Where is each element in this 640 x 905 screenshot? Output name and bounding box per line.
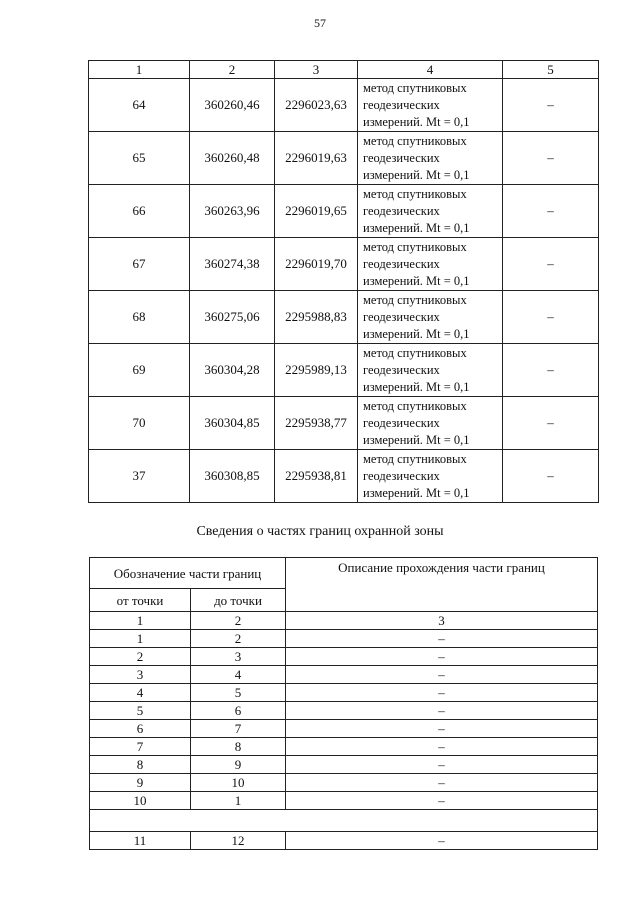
- from-point-cell: 7: [90, 738, 191, 756]
- description-cell: –: [286, 720, 598, 738]
- description-cell: –: [286, 792, 598, 810]
- method-line: метод спутниковых: [363, 133, 467, 148]
- method-line: метод спутниковых: [363, 345, 467, 360]
- column-header-2: 2: [190, 61, 275, 79]
- to-point-cell: 2: [191, 630, 286, 648]
- x-coordinate-cell: 360260,48: [190, 132, 275, 185]
- table-row: [90, 702, 598, 720]
- x-coordinate-cell: 360263,96: [190, 185, 275, 238]
- method-line: измерений. Mt = 0,1: [363, 379, 470, 394]
- empty-cell: [90, 810, 598, 832]
- to-point-cell: 6: [191, 702, 286, 720]
- to-point-cell: 4: [191, 666, 286, 684]
- method-cell: [358, 450, 503, 503]
- table-row: [90, 720, 598, 738]
- col5-cell: –: [503, 344, 599, 397]
- from-point-cell: 4: [90, 684, 191, 702]
- from-point-cell: 5: [90, 702, 191, 720]
- point-number-cell: 67: [89, 238, 190, 291]
- method-line: геодезических: [363, 256, 440, 271]
- method-line: метод спутниковых: [363, 186, 467, 201]
- table-row: [89, 344, 599, 397]
- table-row: [89, 185, 599, 238]
- method-cell: [358, 79, 503, 132]
- col5-cell: –: [503, 450, 599, 503]
- point-number-cell: 70: [89, 397, 190, 450]
- col5-cell: –: [503, 397, 599, 450]
- col5-cell: –: [503, 79, 599, 132]
- method-line: геодезических: [363, 468, 440, 483]
- page-number: 57: [314, 16, 326, 30]
- table-row: [90, 648, 598, 666]
- method-line: геодезических: [363, 415, 440, 430]
- col5-cell: –: [503, 238, 599, 291]
- y-coordinate-cell: 2295938,77: [275, 397, 358, 450]
- col5-cell: –: [503, 132, 599, 185]
- table-row: [89, 397, 599, 450]
- method-line: геодезических: [363, 97, 440, 112]
- method-line: геодезических: [363, 203, 440, 218]
- y-coordinate-cell: 2295938,81: [275, 450, 358, 503]
- x-coordinate-cell: 360304,28: [190, 344, 275, 397]
- method-line: измерений. Mt = 0,1: [363, 114, 470, 129]
- y-coordinate-cell: 2295989,13: [275, 344, 358, 397]
- col5-cell: –: [503, 291, 599, 344]
- designation-header: Обозначение части границ: [90, 558, 286, 589]
- table-row: [90, 832, 598, 850]
- point-number-cell: 68: [89, 291, 190, 344]
- method-line: метод спутниковых: [363, 451, 467, 466]
- description-cell: –: [286, 774, 598, 792]
- numbering-cell-1: 1: [90, 612, 191, 630]
- from-point-cell: 1: [90, 630, 191, 648]
- table-row: [89, 79, 599, 132]
- numbering-cell-2: 2: [191, 612, 286, 630]
- description-cell: –: [286, 684, 598, 702]
- table-row: [89, 132, 599, 185]
- description-cell: –: [286, 630, 598, 648]
- to-point-cell: 9: [191, 756, 286, 774]
- description-cell: –: [286, 666, 598, 684]
- y-coordinate-cell: 2296019,65: [275, 185, 358, 238]
- point-number-cell: 69: [89, 344, 190, 397]
- x-coordinate-cell: 360274,38: [190, 238, 275, 291]
- method-cell: [358, 238, 503, 291]
- table-row: [90, 666, 598, 684]
- method-line: геодезических: [363, 362, 440, 377]
- column-header-4: 4: [358, 61, 503, 79]
- to-point-cell: 12: [191, 832, 286, 850]
- method-line: измерений. Mt = 0,1: [363, 485, 470, 500]
- section-title: Сведения о частях границ охранной зоны: [196, 524, 444, 539]
- parts-numbering-row: [90, 612, 598, 630]
- to-point-header: до точки: [191, 589, 286, 612]
- y-coordinate-cell: 2296023,63: [275, 79, 358, 132]
- empty-separator-row: [90, 810, 598, 832]
- description-cell: –: [286, 756, 598, 774]
- x-coordinate-cell: 360260,46: [190, 79, 275, 132]
- method-cell: [358, 291, 503, 344]
- to-point-cell: 10: [191, 774, 286, 792]
- column-header-3: 3: [275, 61, 358, 79]
- from-point-cell: 9: [90, 774, 191, 792]
- table-row: [90, 774, 598, 792]
- y-coordinate-cell: 2295988,83: [275, 291, 358, 344]
- table-row: [90, 756, 598, 774]
- parts-header-row: [90, 558, 598, 589]
- from-point-header: от точки: [90, 589, 191, 612]
- x-coordinate-cell: 360304,85: [190, 397, 275, 450]
- to-point-cell: 7: [191, 720, 286, 738]
- method-cell: [358, 185, 503, 238]
- y-coordinate-cell: 2296019,70: [275, 238, 358, 291]
- method-cell: [358, 397, 503, 450]
- point-number-cell: 65: [89, 132, 190, 185]
- description-cell: –: [286, 832, 598, 850]
- method-line: измерений. Mt = 0,1: [363, 273, 470, 288]
- to-point-cell: 3: [191, 648, 286, 666]
- method-cell: [358, 344, 503, 397]
- method-line: измерений. Mt = 0,1: [363, 432, 470, 447]
- boundary-parts-table: [89, 557, 598, 850]
- description-cell: –: [286, 738, 598, 756]
- description-cell: –: [286, 648, 598, 666]
- from-point-cell: 11: [90, 832, 191, 850]
- table-row: [89, 291, 599, 344]
- point-number-cell: 64: [89, 79, 190, 132]
- from-point-cell: 2: [90, 648, 191, 666]
- table-row: [90, 684, 598, 702]
- method-line: измерений. Mt = 0,1: [363, 220, 470, 235]
- method-line: метод спутниковых: [363, 239, 467, 254]
- method-cell: [358, 132, 503, 185]
- col5-cell: –: [503, 185, 599, 238]
- table-row: [90, 630, 598, 648]
- method-line: геодезических: [363, 150, 440, 165]
- table-row: [90, 792, 598, 810]
- x-coordinate-cell: 360308,85: [190, 450, 275, 503]
- table-row: [89, 238, 599, 291]
- method-line: измерений. Mt = 0,1: [363, 167, 470, 182]
- from-point-cell: 3: [90, 666, 191, 684]
- method-line: метод спутниковых: [363, 398, 467, 413]
- from-point-cell: 6: [90, 720, 191, 738]
- description-cell: –: [286, 702, 598, 720]
- description-header: Описание прохождения части границ: [286, 558, 598, 612]
- point-number-cell: 37: [89, 450, 190, 503]
- to-point-cell: 5: [191, 684, 286, 702]
- column-header-5: 5: [503, 61, 599, 79]
- from-point-cell: 8: [90, 756, 191, 774]
- column-header-1: 1: [89, 61, 190, 79]
- method-line: метод спутниковых: [363, 80, 467, 95]
- to-point-cell: 1: [191, 792, 286, 810]
- method-line: метод спутниковых: [363, 292, 467, 307]
- x-coordinate-cell: 360275,06: [190, 291, 275, 344]
- table-row: [89, 450, 599, 503]
- coordinates-table: [88, 60, 599, 503]
- point-number-cell: 66: [89, 185, 190, 238]
- numbering-cell-3: 3: [286, 612, 598, 630]
- method-line: геодезических: [363, 309, 440, 324]
- coordinates-header-row: [89, 61, 599, 79]
- method-line: измерений. Mt = 0,1: [363, 326, 470, 341]
- from-point-cell: 10: [90, 792, 191, 810]
- to-point-cell: 8: [191, 738, 286, 756]
- y-coordinate-cell: 2296019,63: [275, 132, 358, 185]
- table-row: [90, 738, 598, 756]
